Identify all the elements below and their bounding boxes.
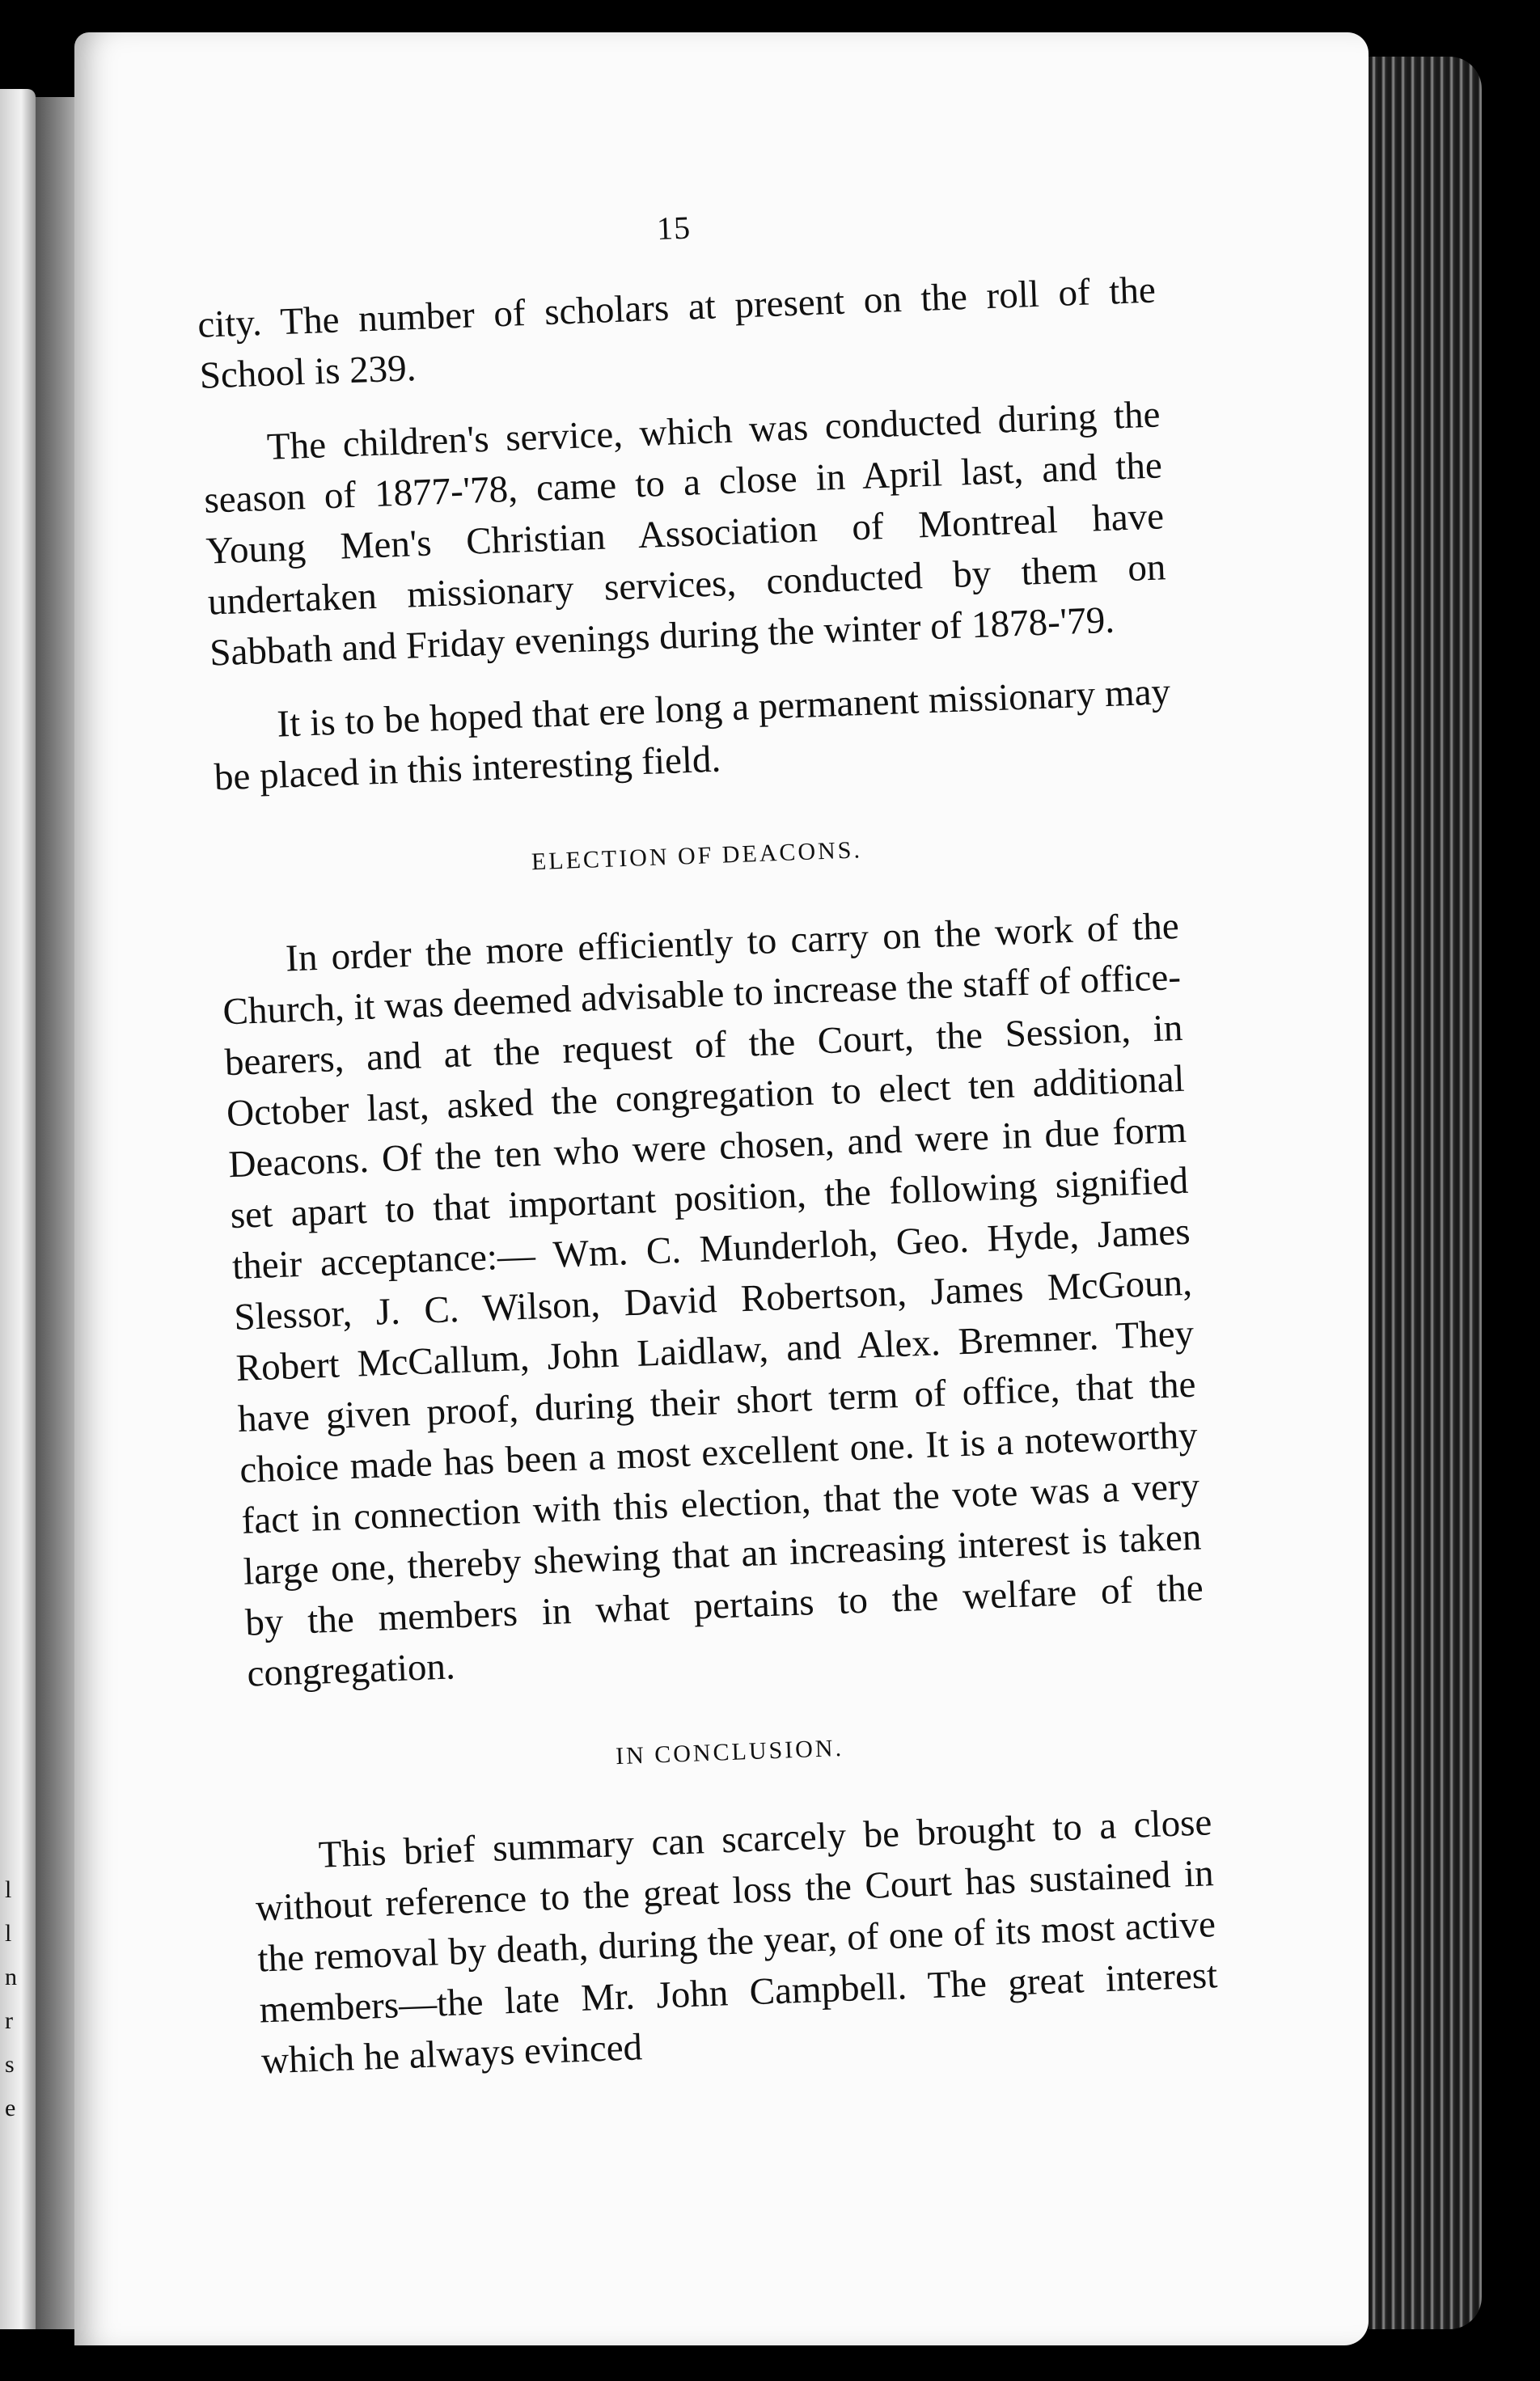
body-paragraph: The children's service, which was conducted during the season of 1877-'78, came to a close in April last, and the Young Men's Christian Association of Montreal have undertaken missionary services, conducted by them on Sabbath and Friday evenings during the winter of 1878-'79. [203,393,1167,675]
facing-page-letter: l [5,1920,12,1947]
facing-page-edge [0,89,36,2329]
facing-page-letter: n [5,1964,17,1990]
body-paragraph: In order the more efficiently to carry on the work of the Church, it was deemed advisable to increase the staff of office-bearers, and at the request of the Court, the Session, in October last, asked the congregation to elect ten additional Deacons. Of the ten who were chosen, and were in due form set apart to that important position, the following signified their acceptance:— Wm. C. Munderloh, Geo. Hyde, James Slessor, J. C. Wilson, David Robertson, James McGoun, Robert McCallum, John Laidlaw, and Alex. Bremner. They have given proof, during their short term of office, that the choice made has been a most excellent one. It is a noteworthy fact in connection with this election, that the vote was a very large one, thereby shewing that an increasing interest is taken by the members in what pertains to the welfare of the congregation. [222,904,1204,1695]
stacked-page-edges [1369,57,1482,2329]
facing-page-letters [5,1868,29,2130]
page-content [194,192,1221,2087]
body-paragraph: It is to be hoped that ere long a permanent missionary may be placed in this interesting field. [214,670,1171,799]
facing-page-letter: e [5,2095,16,2121]
facing-page-letter: s [5,2051,15,2078]
body-paragraph: This brief summary can scarcely be brought to a close without reference to the great loss the Court has sustained in the removal by death, during the year, of one of its most active members—the late Mr. John Campbell. The great interest which he always evinced [255,1801,1219,2083]
facing-page-letter: r [5,2007,13,2034]
page-number: 15 [656,209,692,247]
section-heading-election-of-deacons: ELECTION OF DEACONS. [531,836,863,876]
section-heading-in-conclusion: IN CONCLUSION. [615,1734,844,1770]
facing-page-letter: l [5,1876,12,1903]
body-paragraph: city. The number of scholars at present on the roll of the School is 239. [197,269,1157,397]
